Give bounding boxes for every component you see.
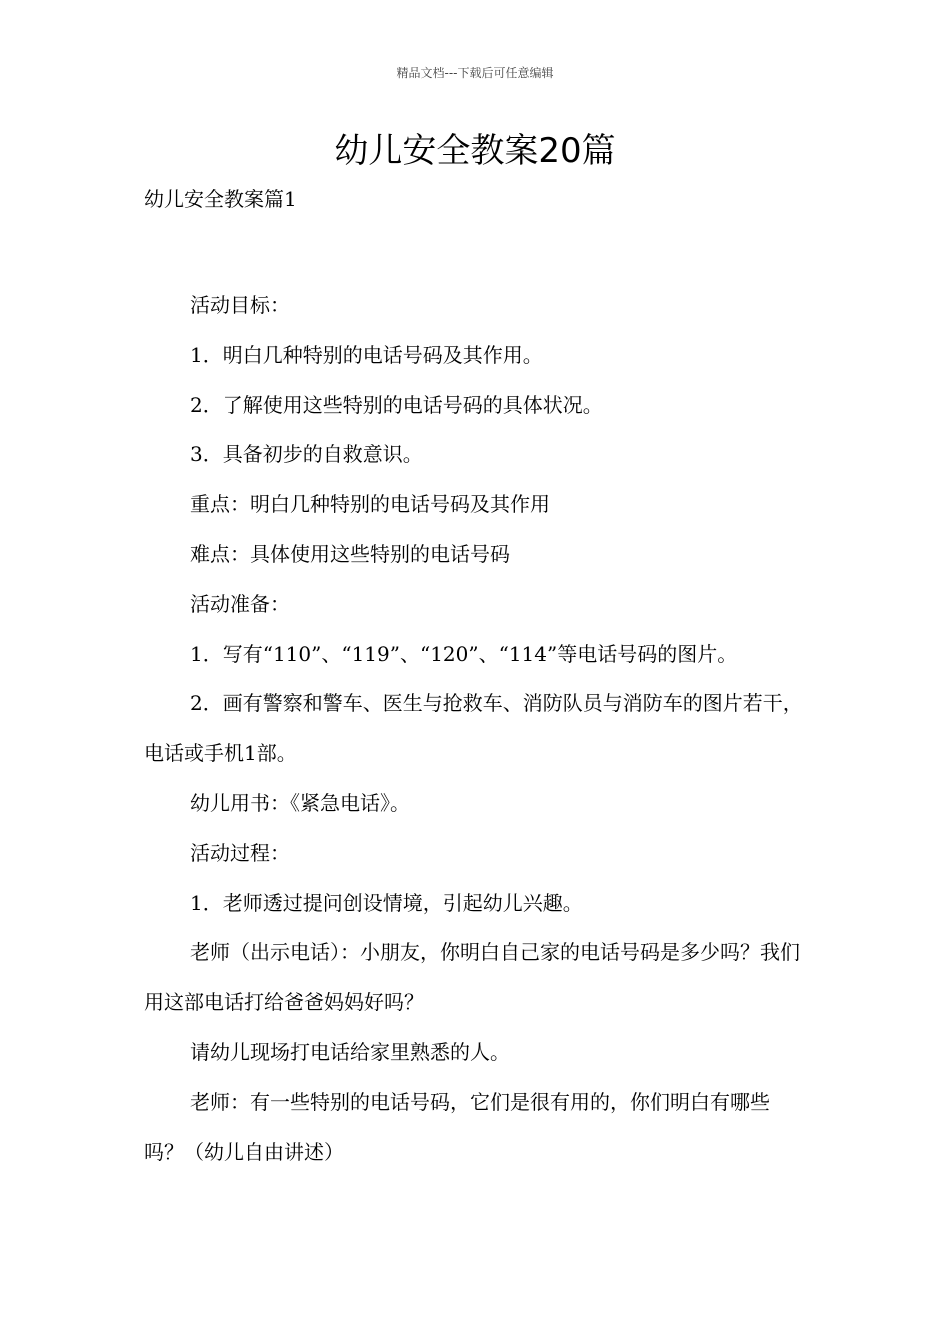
paragraph: 1．老师透过提问创设情境，引起幼儿兴趣。	[190, 890, 583, 915]
paragraph: 活动过程：	[190, 840, 290, 865]
paragraph: 3．具备初步的自救意识。	[190, 442, 423, 467]
paragraph: 1．明白几种特别的电话号码及其作用。	[190, 342, 543, 367]
document-body	[144, 281, 808, 1177]
paragraph: 请幼儿现场打电话给家里熟悉的人。	[190, 1039, 510, 1064]
paragraph: 重点：明白几种特别的电话号码及其作用	[190, 492, 550, 517]
paragraph: 1．写有“110”、“119”、“120”、“114”等电话号码的图片。	[190, 641, 738, 666]
paragraph: 老师（出示电话）：小朋友，你明白自己家的电话号码是多少吗？我们用这部电话打给爸爸妈妈好吗？	[144, 940, 800, 1015]
paragraph: 2．了解使用这些特别的电话号码的具体状况。	[190, 392, 603, 417]
section-heading: 幼儿安全教案篇1	[144, 187, 297, 211]
paragraph: 活动目标：	[190, 293, 290, 317]
paragraph: 难点：具体使用这些特别的电话号码	[190, 541, 510, 566]
paragraph: 2．画有警察和警车、医生与抢救车、消防队员与消防车的图片若干，电话或手机1部。	[144, 691, 803, 766]
paragraph: 幼儿用书：《紧急电话》。	[190, 790, 410, 815]
page-header-note: 精品文档---下载后可任意编辑	[396, 66, 554, 80]
paragraph: 老师：有一些特别的电话号码，它们是很有用的，你们明白有哪些吗？（幼儿自由讲述）	[144, 1089, 770, 1164]
document-title: 幼儿安全教案20篇	[334, 131, 616, 171]
paragraph: 活动准备：	[190, 591, 290, 616]
